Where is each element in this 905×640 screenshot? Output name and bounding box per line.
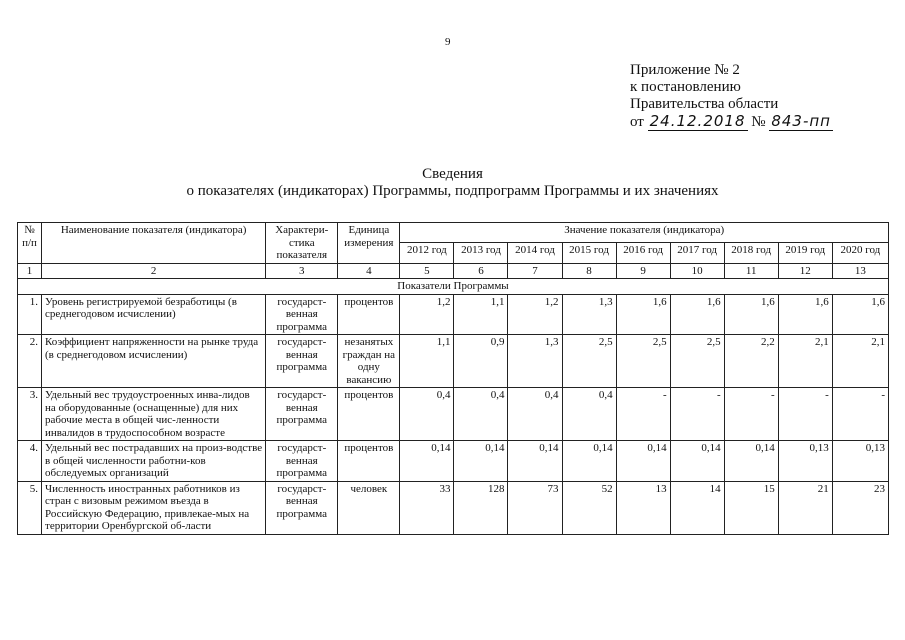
indicator-value: 23: [832, 481, 888, 534]
indicator-value: 0,14: [562, 441, 616, 482]
indicator-name: Численность иностранных работников из стран с визовым режимом въезда в Российскую Федерацию, привлекае-мых на территории Оренбургской об-ласти: [42, 481, 266, 534]
header-year: 2019 год: [778, 243, 832, 263]
indicator-value: 0,14: [724, 441, 778, 482]
indicator-value: -: [832, 388, 888, 441]
column-number-cell: 3: [266, 263, 338, 279]
indicator-value: 1,6: [724, 294, 778, 335]
document-title: Сведения: [422, 166, 483, 182]
indicator-unit: человек: [338, 481, 400, 534]
column-number-cell: 1: [18, 263, 42, 279]
indicator-unit: незанятых граждан на одну вакансию: [338, 335, 400, 388]
indicator-value: 2,2: [724, 335, 778, 388]
column-number-cell: 4: [338, 263, 400, 279]
indicator-value: 14: [670, 481, 724, 534]
indicator-value: 1,3: [562, 294, 616, 335]
indicator-value: 1,6: [832, 294, 888, 335]
indicator-unit: процентов: [338, 388, 400, 441]
column-number-cell: 7: [508, 263, 562, 279]
indicator-value: 0,14: [616, 441, 670, 482]
header-year: 2015 год: [562, 243, 616, 263]
indicator-value: 1,3: [508, 335, 562, 388]
indicator-value: 2,1: [832, 335, 888, 388]
indicator-unit: процентов: [338, 294, 400, 335]
row-number: 2.: [18, 335, 42, 388]
column-number-cell: 2: [42, 263, 266, 279]
indicator-value: 15: [724, 481, 778, 534]
indicator-value: 1,2: [400, 294, 454, 335]
indicator-characteristic: государст-венная программа: [266, 388, 338, 441]
indicator-value: 0,4: [400, 388, 454, 441]
indicator-value: 33: [400, 481, 454, 534]
indicator-value: 0,14: [670, 441, 724, 482]
indicator-value: 2,5: [670, 335, 724, 388]
indicator-value: 0,14: [454, 441, 508, 482]
appendix-line-2: к постановлению: [630, 79, 741, 95]
indicator-value: -: [778, 388, 832, 441]
indicator-value: 0,13: [778, 441, 832, 482]
row-number: 4.: [18, 441, 42, 482]
indicator-value: -: [616, 388, 670, 441]
header-value-group: Значение показателя (индикатора): [400, 223, 889, 243]
appendix-line-3: Правительства области: [630, 96, 779, 112]
document-subtitle: о показателях (индикаторах) Программы, подпрограмм Программы и их значениях: [186, 183, 719, 199]
table-row: [18, 441, 889, 482]
indicator-value: 2,1: [778, 335, 832, 388]
column-number-cell: 11: [724, 263, 778, 279]
table-row: [18, 388, 889, 441]
indicator-name: Уровень регистрируемой безработицы (в среднегодовом исчислении): [42, 294, 266, 335]
table-row: [18, 481, 889, 534]
header-year: 2020 год: [832, 243, 888, 263]
indicator-characteristic: государст-венная программа: [266, 441, 338, 482]
table-row: [18, 335, 889, 388]
indicator-value: 0,4: [454, 388, 508, 441]
indicator-name: Удельный вес пострадавших на произ-водстве в общей численности работни-ков обследуемых организаций: [42, 441, 266, 482]
indicator-value: 1,6: [670, 294, 724, 335]
resolution-date: 24.12.2018: [649, 112, 746, 130]
row-number: 3.: [18, 388, 42, 441]
header-year: 2014 год: [508, 243, 562, 263]
indicator-unit: процентов: [338, 441, 400, 482]
indicator-value: 52: [562, 481, 616, 534]
column-number-cell: 13: [832, 263, 888, 279]
header-name: Наименование показателя (индикатора): [42, 223, 266, 264]
indicator-name: Удельный вес трудоустроенных инва-лидов на оборудованные (оснащенные) для них рабочие места в общей чис-ленности инвалидов в трудоспособном возрасте: [42, 388, 266, 441]
indicator-value: 0,14: [400, 441, 454, 482]
header-num: № п/п: [18, 223, 42, 264]
page-number: 9: [445, 36, 451, 48]
section-title: Показатели Программы: [18, 279, 889, 295]
indicator-value: 2,5: [562, 335, 616, 388]
header-unit: Единица измерения: [338, 223, 400, 264]
header-year: 2013 год: [454, 243, 508, 263]
indicator-value: 21: [778, 481, 832, 534]
header-characteristic: Характери-стика показателя: [266, 223, 338, 264]
column-number-cell: 8: [562, 263, 616, 279]
indicator-value: 0,14: [508, 441, 562, 482]
indicator-value: -: [670, 388, 724, 441]
row-number: 5.: [18, 481, 42, 534]
indicator-value: 2,5: [616, 335, 670, 388]
indicators-table: [17, 222, 889, 535]
appendix-block: [630, 62, 833, 131]
indicator-value: 0,4: [508, 388, 562, 441]
indicator-characteristic: государст-венная программа: [266, 335, 338, 388]
appendix-line-1: Приложение № 2: [630, 62, 740, 78]
header-year: 2016 год: [616, 243, 670, 263]
column-number-cell: 12: [778, 263, 832, 279]
header-year: 2017 год: [670, 243, 724, 263]
indicator-value: 1,1: [400, 335, 454, 388]
from-label: от: [630, 114, 644, 130]
header-year: 2012 год: [400, 243, 454, 263]
section-row: [18, 279, 889, 295]
column-number-cell: 5: [400, 263, 454, 279]
appendix-date-line: [630, 113, 833, 131]
indicator-characteristic: государст-венная программа: [266, 481, 338, 534]
indicator-value: 1,6: [616, 294, 670, 335]
indicator-value: 0,9: [454, 335, 508, 388]
indicator-value: 1,1: [454, 294, 508, 335]
header-row: [18, 223, 889, 243]
row-number: 1.: [18, 294, 42, 335]
indicator-value: 0,4: [562, 388, 616, 441]
indicator-name: Коэффициент напряженности на рынке труда (в среднегодовом исчислении): [42, 335, 266, 388]
indicator-value: 128: [454, 481, 508, 534]
indicator-value: 1,2: [508, 294, 562, 335]
number-label: №: [751, 114, 766, 130]
indicator-value: -: [724, 388, 778, 441]
indicator-value: 1,6: [778, 294, 832, 335]
indicator-characteristic: государст-венная программа: [266, 294, 338, 335]
table-row: [18, 294, 889, 335]
header-year: 2018 год: [724, 243, 778, 263]
resolution-number: 843-пп: [771, 112, 831, 130]
indicator-value: 0,13: [832, 441, 888, 482]
indicator-value: 13: [616, 481, 670, 534]
column-number-cell: 6: [454, 263, 508, 279]
column-number-row: [18, 263, 889, 279]
column-number-cell: 10: [670, 263, 724, 279]
column-number-cell: 9: [616, 263, 670, 279]
indicator-value: 73: [508, 481, 562, 534]
